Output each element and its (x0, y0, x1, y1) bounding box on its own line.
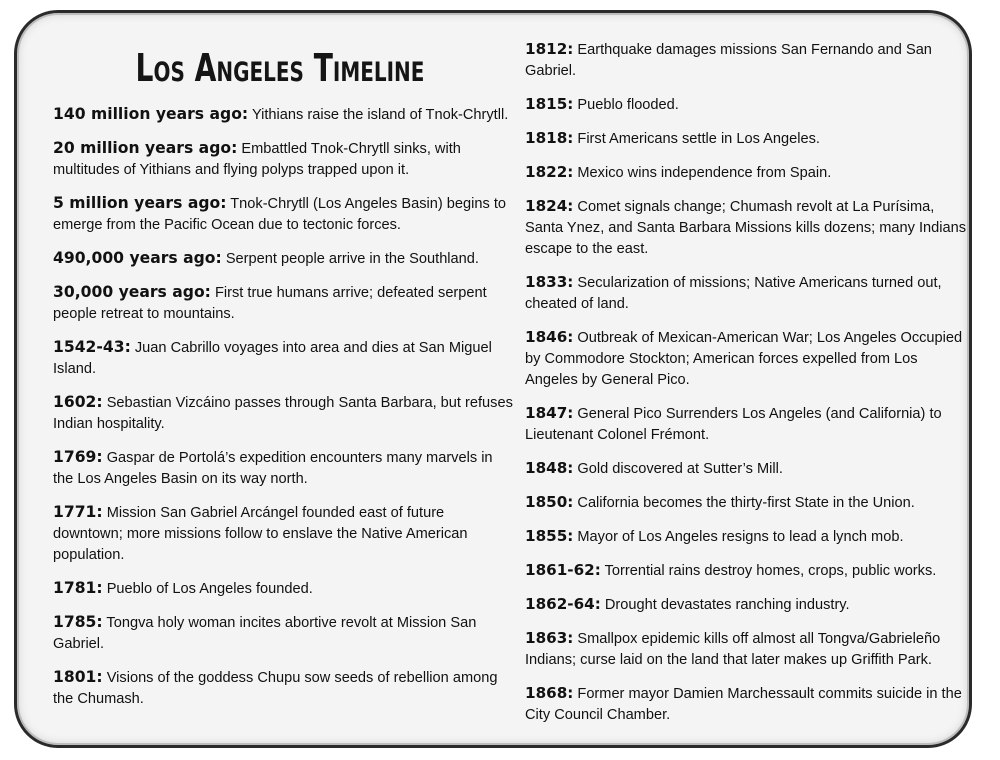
entry-text: Outbreak of Mexican-American War; Los Angeles Occupied by Commodore Stockton; American forces expelled from Los Angeles by General Pico. (525, 330, 963, 388)
entry-date: 1822: (525, 163, 574, 181)
entry-text: Mayor of Los Angeles resigns to lead a lynch mob. (573, 529, 904, 545)
timeline-entry (525, 196, 971, 260)
entry-date: 1542-43: (53, 338, 131, 356)
timeline-entry (53, 337, 515, 380)
entry-text: First Americans settle in Los Angeles. (573, 131, 820, 147)
page-title: Los Angeles Timeline (135, 46, 425, 90)
timeline-entry (525, 403, 971, 446)
timeline-entry (525, 458, 971, 480)
entry-text: Tongva holy woman incites abortive revolt at Mission San Gabriel. (53, 615, 477, 652)
timeline-panel (14, 10, 972, 748)
timeline-entry (53, 104, 515, 126)
entry-text: Earthquake damages missions San Fernando and San Gabriel. (525, 42, 932, 79)
timeline-entry (525, 162, 971, 184)
entry-text: Juan Cabrillo voyages into area and dies at San Miguel Island. (53, 340, 492, 377)
timeline-entry (53, 138, 515, 181)
timeline-entry (525, 526, 971, 548)
entry-text: Comet signals change; Chumash revolt at La Purísima, Santa Ynez, and Santa Barbara Missions kills dozens; many Indians escape to the east. (525, 199, 967, 257)
timeline-entry (525, 628, 971, 671)
entry-date: 1818: (525, 129, 574, 147)
timeline-entry (525, 594, 971, 616)
entry-text: Yithians raise the island of Tnok-Chrytll. (248, 107, 509, 123)
entry-text: Mexico wins independence from Spain. (573, 165, 832, 181)
entry-date: 1771: (53, 503, 103, 521)
timeline-entry (525, 39, 971, 82)
entry-date: 1855: (525, 527, 574, 545)
entry-text: Embattled Tnok-Chrytll sinks, with multitudes of Yithians and flying polyps trapped upon it. (53, 141, 461, 178)
entry-text: Pueblo flooded. (573, 97, 679, 113)
timeline-entry (53, 248, 515, 270)
entry-text: Mission San Gabriel Arcángel founded east of future downtown; more missions follow to enslave the Native American population. (53, 505, 468, 563)
entry-date: 1863: (525, 629, 574, 647)
timeline-entry (525, 683, 971, 726)
entry-date: 1861-62: (525, 561, 601, 579)
entry-text: Gaspar de Portolá’s expedition encounters many marvels in the Los Angeles Basin on its way north. (53, 450, 493, 487)
entry-date: 5 million years ago: (53, 194, 227, 212)
timeline-entry (53, 447, 515, 490)
timeline-entry (53, 612, 515, 655)
timeline-entry (53, 193, 515, 236)
entry-text: Tnok-Chrytll (Los Angeles Basin) begins to emerge from the Pacific Ocean due to tectonic forces. (53, 196, 507, 233)
entry-date: 1847: (525, 404, 574, 422)
right-column (525, 39, 971, 738)
timeline-entry (53, 392, 515, 435)
entry-text: Sebastian Vizcáino passes through Santa Barbara, but refuses Indian hospitality. (53, 395, 513, 432)
entry-date: 1848: (525, 459, 574, 477)
entry-text: Visions of the goddess Chupu sow seeds of rebellion among the Chumash. (53, 670, 498, 707)
entry-text: General Pico Surrenders Los Angeles (and California) to Lieutenant Colonel Frémont. (525, 406, 942, 443)
entry-date: 1862-64: (525, 595, 601, 613)
entry-text: Torrential rains destroy homes, crops, public works. (600, 563, 937, 579)
entry-date: 1602: (53, 393, 103, 411)
entry-date: 1812: (525, 40, 574, 58)
entry-date: 20 million years ago: (53, 139, 238, 157)
left-column (53, 46, 515, 722)
entry-text: Secularization of missions; Native Americans turned out, cheated of land. (525, 275, 942, 312)
entry-date: 1868: (525, 684, 574, 702)
timeline-entry (525, 94, 971, 116)
entry-date: 1850: (525, 493, 574, 511)
entry-date: 1846: (525, 328, 574, 346)
timeline-entry (525, 327, 971, 391)
entry-date: 1781: (53, 579, 103, 597)
timeline-entry (53, 282, 515, 325)
timeline-entry (53, 502, 515, 566)
timeline-entry (525, 492, 971, 514)
entry-text: Drought devastates ranching industry. (600, 597, 850, 613)
entry-date: 1801: (53, 668, 103, 686)
timeline-entry (525, 128, 971, 150)
entry-date: 1785: (53, 613, 103, 631)
entry-text: Serpent people arrive in the Southland. (221, 251, 479, 267)
timeline-entry (525, 272, 971, 315)
entry-date: 1833: (525, 273, 574, 291)
entry-date: 490,000 years ago: (53, 249, 222, 267)
entry-text: California becomes the thirty-first State in the Union. (573, 495, 915, 511)
timeline-entry (525, 560, 971, 582)
entry-date: 1815: (525, 95, 574, 113)
entry-text: Smallpox epidemic kills off almost all Tongva/Gabrieleño Indians; curse laid on the land that later makes up Griffith Park. (525, 631, 941, 668)
entry-date: 1769: (53, 448, 103, 466)
timeline-entry (53, 667, 515, 710)
entry-text: Gold discovered at Sutter’s Mill. (573, 461, 783, 477)
entry-date: 1824: (525, 197, 574, 215)
entry-text: Pueblo of Los Angeles founded. (102, 581, 313, 597)
entry-date: 140 million years ago: (53, 105, 249, 123)
timeline-entry (53, 578, 515, 600)
entry-text: Former mayor Damien Marchessault commits suicide in the City Council Chamber. (525, 686, 962, 723)
entry-text: First true humans arrive; defeated serpent people retreat to mountains. (53, 285, 487, 322)
entry-date: 30,000 years ago: (53, 283, 211, 301)
